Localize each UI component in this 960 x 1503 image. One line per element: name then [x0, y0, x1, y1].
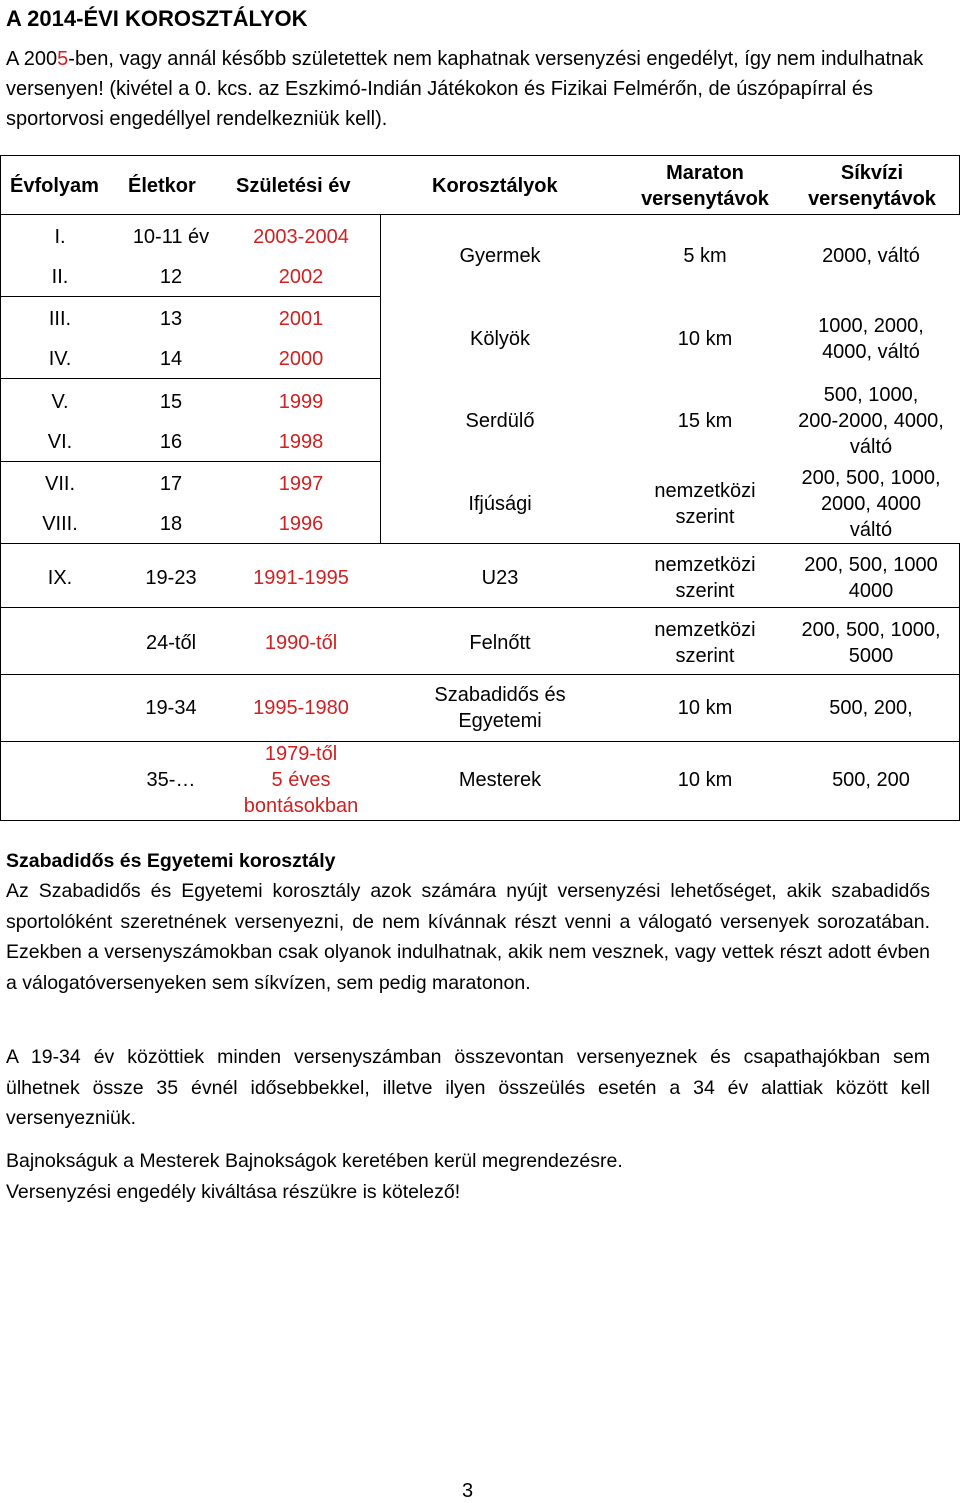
header-korosztalyok: Korosztályok	[432, 175, 558, 197]
cell-korosztaly: Szabadidős és Egyetemi	[434, 684, 566, 732]
section-paragraph: Az Szabadidős és Egyetemi korosztály azok számára nyújt versenyzési lehetőséget, akik szabadidős sportolóként szeretnének versenyezni, de nem kívánnak részt venni a válogató versenyek sorozatában. Ezekben a versenyszámokban csak olyanok indulhatnak, akik nem vesznek, vagy vettek részt adott évben a válogatóversenyeken sem síkvízen, sem pedig maratonon.	[6, 880, 930, 994]
cell-korosztaly: U23	[481, 567, 519, 589]
intro-text-post: -ben, vagy annál később születettek nem kaphatnak versenyzési engedélyt, így nem indulhatnak versenyen! (kivétel a 0. kcs. az Eszkimó-Indián Játékokon és Fizikai Felmérőn, de úszópapírral és sportorvosi engedéllyel rendelkezniük kell).	[6, 48, 924, 130]
intro-paragraph	[6, 44, 936, 134]
cell-szuletesi-ev: 2003-2004	[253, 226, 349, 248]
cell-eletkor: 12	[159, 266, 183, 288]
cell-eletkor: 10-11 év	[132, 226, 210, 248]
cell-korosztaly: Kölyök	[469, 328, 531, 350]
cell-szuletesi-ev: 1979-től 5 éves bontásokban	[243, 743, 359, 817]
cell-szuletesi-ev: 2001	[278, 308, 324, 330]
cell-evfolyam: IV.	[48, 348, 72, 370]
cell-eletkor: 14	[159, 348, 183, 370]
cell-korosztaly: Felnőtt	[469, 632, 531, 654]
cell-evfolyam: VI.	[47, 431, 73, 453]
cell-sikvizi: 500, 200,	[829, 697, 913, 719]
cell-eletkor: 24-től	[145, 632, 197, 654]
cell-korosztaly: Ifjúsági	[468, 493, 532, 515]
cell-evfolyam: VII.	[44, 473, 75, 495]
cell-szuletesi-ev: 1995-1980	[253, 697, 349, 719]
cell-eletkor: 16	[159, 431, 183, 453]
cell-evfolyam: VIII.	[42, 513, 78, 535]
cell-eletkor: 35-…	[146, 769, 196, 791]
cell-maraton: 10 km	[677, 769, 733, 791]
header-sikvizi: Síkvízi versenytávok	[808, 162, 936, 210]
cell-szuletesi-ev: 1998	[278, 431, 324, 453]
section-paragraph: A 19-34 év közöttiek minden versenyszámban összevontan versenyeznek és csapathajókban sem ülhetnek össze 35 évnél idősebbekkel, illetve ilyen összeülés esetén a 34 év alattiak között kell versenyezniük.	[6, 1046, 930, 1129]
cell-maraton: 5 km	[683, 245, 727, 267]
cell-maraton: 15 km	[677, 410, 733, 432]
header-evfolyam: Évfolyam	[10, 175, 99, 197]
cell-evfolyam: IX.	[47, 567, 73, 589]
section-heading: Szabadidős és Egyetemi korosztály	[6, 850, 336, 872]
cell-evfolyam: II.	[51, 266, 69, 288]
cell-szuletesi-ev: 1999	[278, 391, 324, 413]
cell-szuletesi-ev: 1990-től	[264, 632, 338, 654]
cell-eletkor: 15	[159, 391, 183, 413]
page-title: A 2014-ÉVI KOROSZTÁLYOK	[6, 6, 308, 31]
cell-sikvizi: 200, 500, 1000, 2000, 4000 váltó	[801, 467, 941, 541]
intro-text-pre: A 200	[6, 48, 58, 70]
cell-maraton: nemzetközi szerint	[654, 619, 756, 667]
header-eletkor: Életkor	[128, 175, 196, 197]
page-number: 3	[461, 1480, 474, 1502]
header-maraton: Maraton versenytávok	[641, 162, 769, 210]
cell-sikvizi: 2000, váltó	[822, 245, 920, 267]
cell-eletkor: 17	[159, 473, 183, 495]
cell-maraton: 10 km	[677, 697, 733, 719]
cell-evfolyam: I.	[54, 226, 66, 248]
section-paragraph: Bajnokságuk a Mesterek Bajnokságok keretében kerül megrendezésre. Versenyzési engedély kiváltása részükre is kötelező!	[6, 1150, 623, 1203]
cell-szuletesi-ev: 1996	[278, 513, 324, 535]
cell-eletkor: 13	[159, 308, 183, 330]
cell-korosztaly: Mesterek	[458, 769, 542, 791]
cell-korosztaly: Serdülő	[465, 410, 535, 432]
cell-szuletesi-ev: 2000	[278, 348, 324, 370]
cell-evfolyam: III.	[48, 308, 72, 330]
cell-maraton: 10 km	[677, 328, 733, 350]
cell-szuletesi-ev: 2002	[278, 266, 324, 288]
cell-sikvizi: 1000, 2000, 4000, váltó	[818, 315, 924, 363]
cell-maraton: nemzetközi szerint	[654, 554, 756, 602]
cell-korosztaly: Gyermek	[459, 245, 541, 267]
cell-sikvizi: 500, 200	[832, 769, 910, 791]
cell-sikvizi: 500, 1000, 200-2000, 4000, váltó	[798, 384, 944, 458]
cell-szuletesi-ev: 1997	[278, 473, 324, 495]
cell-sikvizi: 200, 500, 1000, 5000	[801, 619, 941, 667]
cell-sikvizi: 200, 500, 1000 4000	[804, 554, 938, 602]
cell-eletkor: 19-23	[145, 567, 197, 589]
cell-evfolyam: V.	[51, 391, 69, 413]
cell-maraton: nemzetközi szerint	[654, 480, 756, 528]
cell-eletkor: 18	[159, 513, 183, 535]
header-szuletesi-ev: Születési év	[236, 175, 351, 197]
cell-szuletesi-ev: 1991-1995	[253, 567, 349, 589]
intro-text-red: 5	[57, 48, 69, 70]
cell-eletkor: 19-34	[145, 697, 197, 719]
